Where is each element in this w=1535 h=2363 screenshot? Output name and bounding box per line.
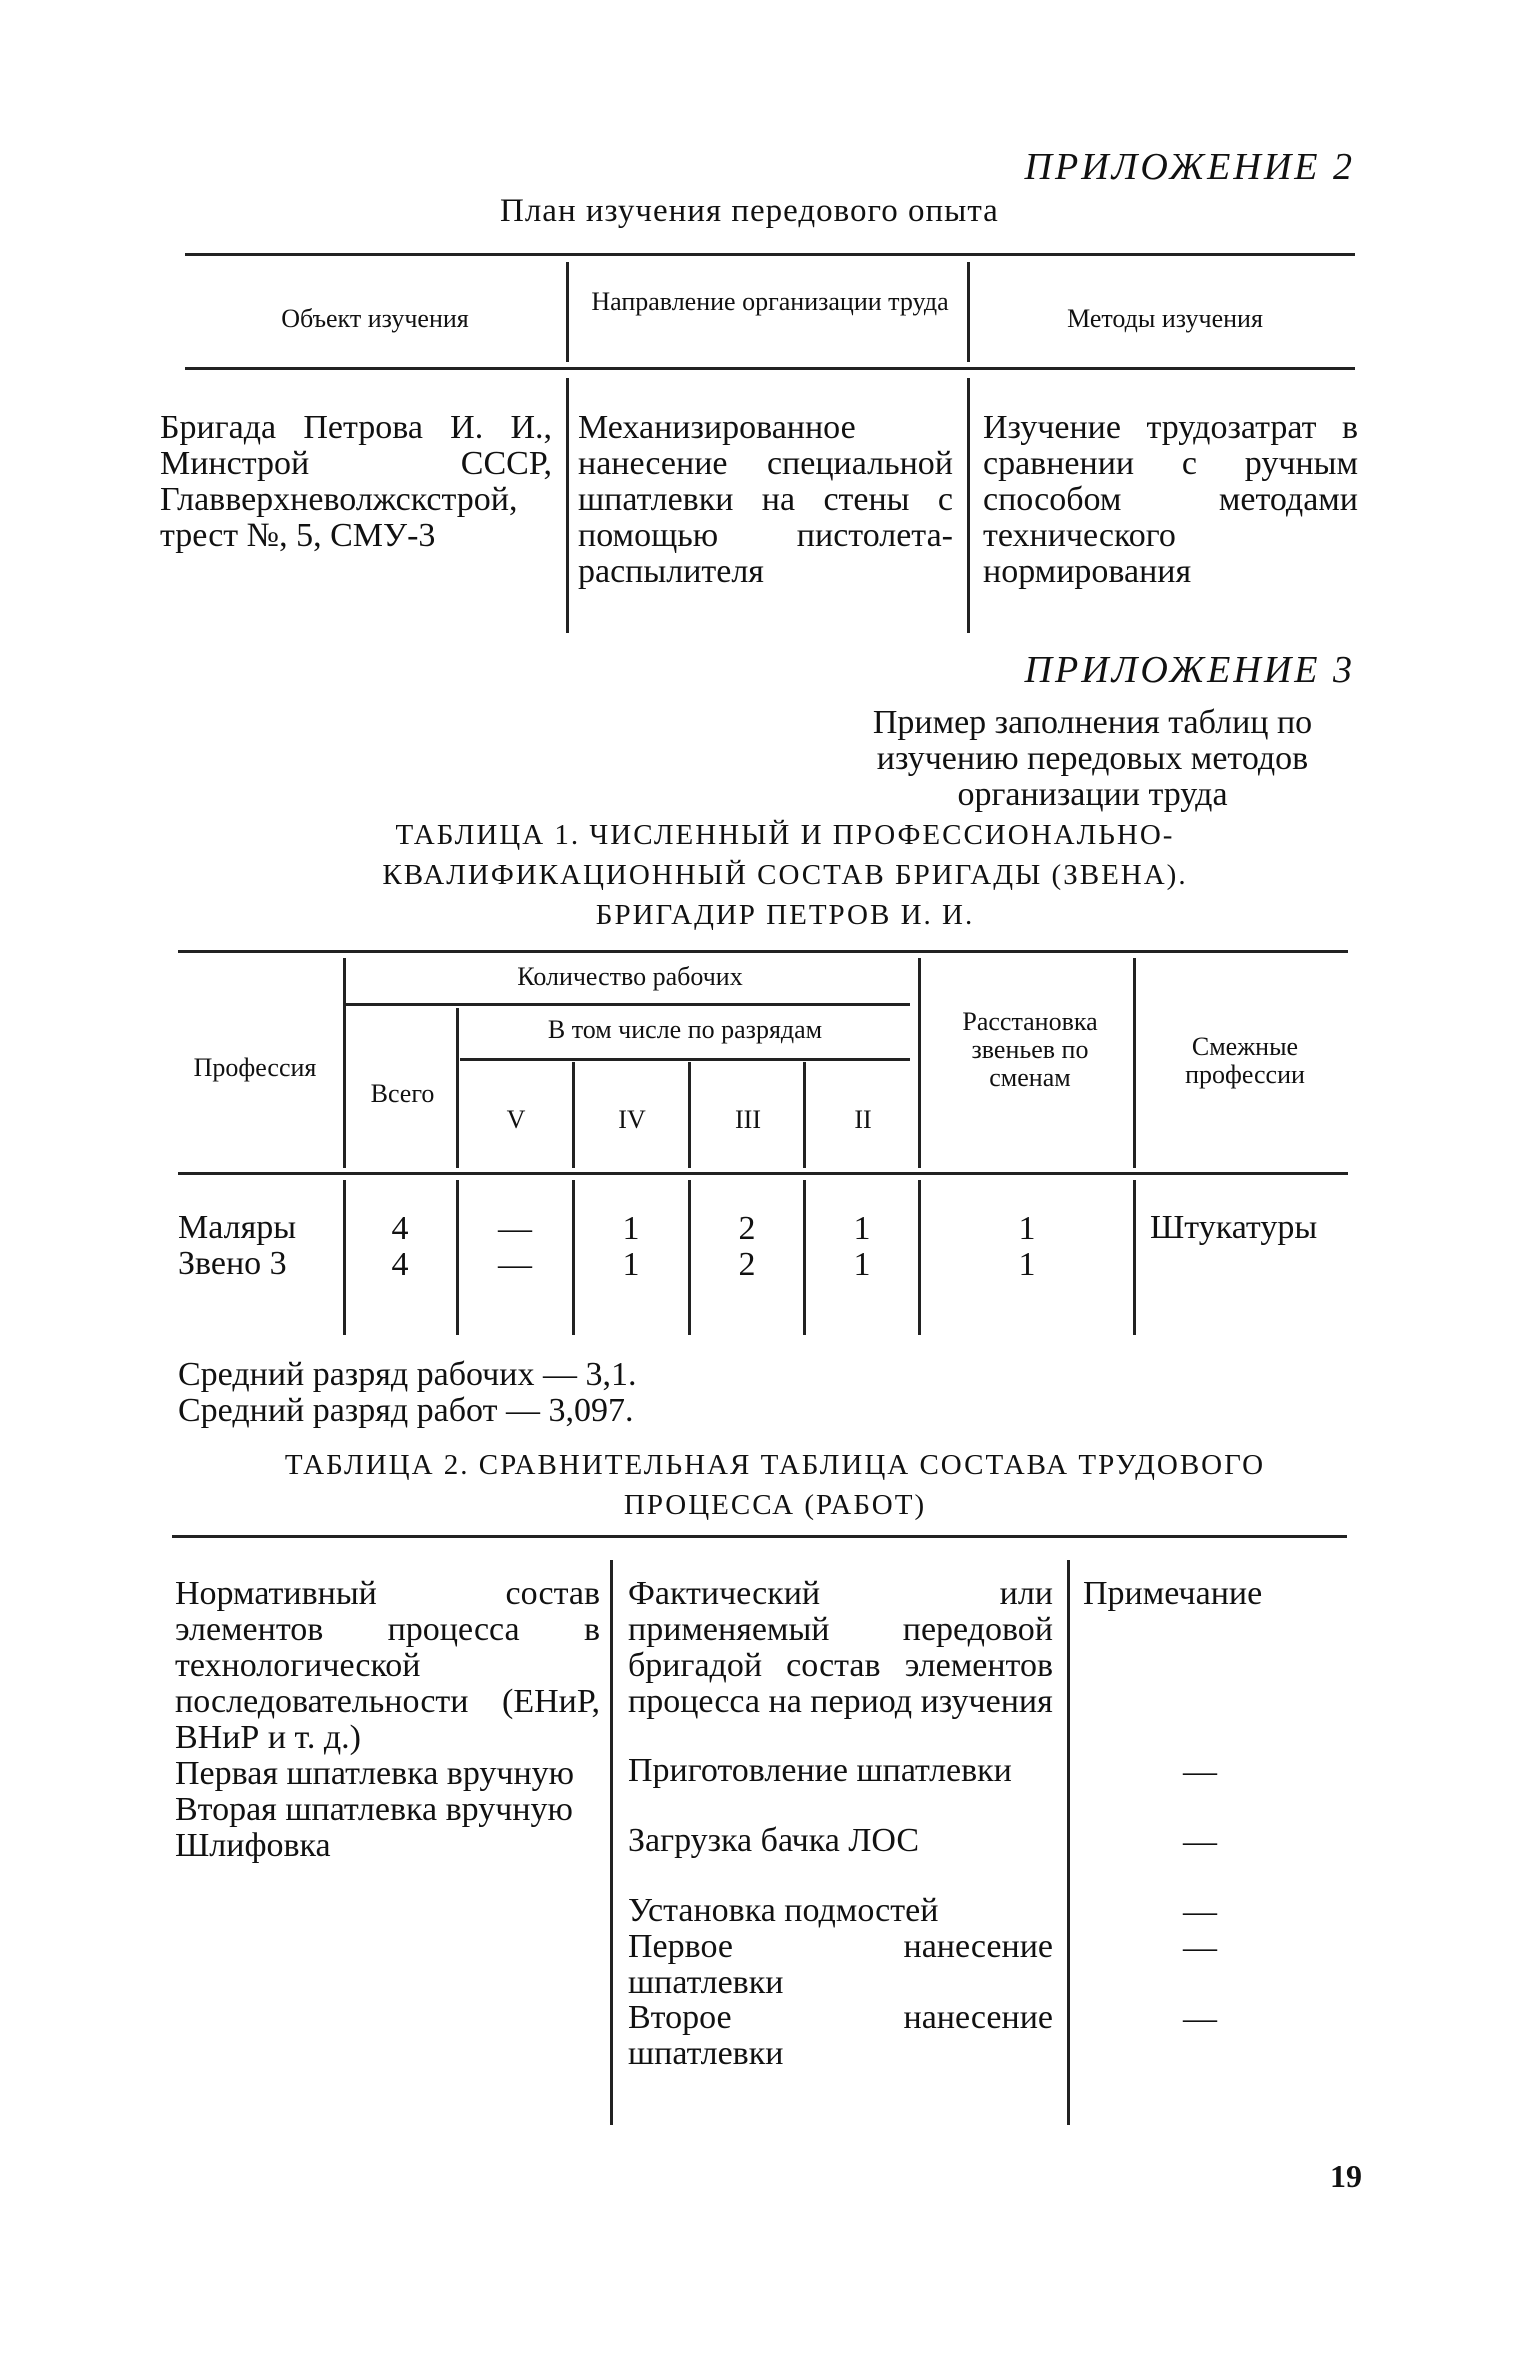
cell-direction: Механизированное нанесение специальной шпатлевки на стены с помощью пистолета-распылителя bbox=[578, 409, 953, 590]
appendix-3-label: ПРИЛОЖЕНИЕ 3 bbox=[1024, 649, 1355, 691]
col-divider bbox=[610, 1560, 613, 2125]
t2-col2-item: Второе нанесение шпатлевки bbox=[628, 1999, 1053, 2072]
table-2-top-rule bbox=[172, 1535, 1347, 1538]
t2-col3-header: Примечание bbox=[1083, 1575, 1263, 1612]
table-1-caption: ТАБЛИЦА 1. ЧИСЛЕННЫЙ И ПРОФЕССИОНАЛЬНО-КВАЛИФИКАЦИОННЫЙ СОСТАВ БРИГАДЫ (ЗВЕНА). БРИГАДИР ПЕТРОВ И. И. bbox=[382, 819, 1188, 931]
t2-col2-item: Установка подмостей bbox=[628, 1892, 939, 1929]
col-divider bbox=[572, 1062, 575, 1168]
t1-row1-profession: Маляры bbox=[178, 1209, 297, 1246]
t1-header-grade-v: V bbox=[506, 1105, 526, 1134]
col-divider bbox=[918, 1180, 921, 1335]
col-divider bbox=[1133, 958, 1136, 1168]
col-divider bbox=[343, 958, 346, 1168]
t1-header-placement: Расстановка звеньев по сменам bbox=[962, 1007, 1098, 1092]
t1-row2-profession: Звено 3 bbox=[178, 1245, 287, 1282]
t2-col3-dash: — bbox=[1183, 2000, 1217, 2037]
t1-row2-iii: 2 bbox=[738, 1246, 756, 1283]
col-divider bbox=[566, 262, 569, 362]
col-divider bbox=[566, 378, 569, 633]
col-divider bbox=[967, 378, 970, 633]
t1-row2-placement: 1 bbox=[1018, 1246, 1036, 1283]
col-divider bbox=[918, 958, 921, 1168]
t1-header-related: Смежные профессии bbox=[1185, 1032, 1305, 1089]
t1-row1-iii: 2 bbox=[738, 1210, 756, 1247]
t2-col2-item: Первое нанесение шпатлевки bbox=[628, 1928, 1053, 2001]
table-2-caption: ТАБЛИЦА 2. СРАВНИТЕЛЬНАЯ ТАБЛИЦА СОСТАВА ТРУДОВОГО ПРОЦЕССА (РАБОТ) bbox=[284, 1449, 1266, 1521]
t2-col3-dash: — bbox=[1183, 1753, 1217, 1790]
t1-row1-related: Штукатуры bbox=[1150, 1209, 1318, 1246]
t1-row1-ii: 1 bbox=[853, 1210, 871, 1247]
cell-methods: Изучение трудозатрат в сравнении с ручным способом методами технического нормирования bbox=[983, 409, 1358, 590]
appendix-3-subtitle: Пример заполнения таблиц по изучению передовых методов организации труда bbox=[872, 704, 1313, 813]
t1-row1-iv: 1 bbox=[622, 1210, 640, 1247]
col-header-object: Объект изучения bbox=[281, 304, 469, 333]
col-divider bbox=[1067, 1560, 1070, 2125]
table-2-col1 bbox=[175, 1576, 600, 1864]
page-number: 19 bbox=[1330, 2158, 1362, 2194]
appendix-2-label: ПРИЛОЖЕНИЕ 2 bbox=[1024, 146, 1355, 188]
t2-col1-header: Нормативный состав элементов процесса в технологической последовательности (ЕНиР, ВНиР и т. д.) bbox=[175, 1575, 600, 1756]
avg-grade-works: Средний разряд работ — 3,097. bbox=[178, 1392, 634, 1429]
t1-row2-v: — bbox=[498, 1246, 532, 1283]
col-divider bbox=[967, 262, 970, 362]
col-divider bbox=[1133, 1180, 1136, 1335]
t2-col1-item: Вторая шпатлевка вручную bbox=[175, 1791, 573, 1828]
t2-col2-item: Загрузка бачка ЛОС bbox=[628, 1822, 920, 1859]
t1-row1-v: — bbox=[498, 1210, 532, 1247]
t1-row2-total: 4 bbox=[391, 1246, 409, 1283]
col-divider bbox=[688, 1062, 691, 1168]
table-header-rule bbox=[185, 367, 1355, 370]
col-header-methods: Методы изучения bbox=[1067, 304, 1263, 333]
t1-header-grade-iii: III bbox=[735, 1105, 761, 1134]
t1-header-by-grade: В том числе по разрядам bbox=[547, 1015, 823, 1044]
avg-grade-workers: Средний разряд рабочих — 3,1. bbox=[178, 1356, 637, 1393]
t1-header-profession: Профессия bbox=[193, 1053, 317, 1082]
table-1-header-rule bbox=[178, 1172, 1348, 1175]
t2-col3-dash: — bbox=[1183, 1823, 1217, 1860]
t1-header-total: Всего bbox=[370, 1079, 435, 1108]
col-divider bbox=[456, 1180, 459, 1335]
t1-row2-iv: 1 bbox=[622, 1246, 640, 1283]
t1-header-grade-iv: IV bbox=[618, 1105, 646, 1134]
table-1-top-rule bbox=[178, 950, 1348, 953]
t1-row2-ii: 1 bbox=[853, 1246, 871, 1283]
col-divider bbox=[343, 1180, 346, 1335]
t1-header-count: Количество рабочих bbox=[517, 962, 743, 991]
col-header-direction: Направление организации труда bbox=[591, 287, 949, 316]
col-divider bbox=[688, 1180, 691, 1335]
t2-col2-item: Приготовление шпатлевки bbox=[628, 1752, 1012, 1789]
col-divider bbox=[456, 1008, 459, 1168]
t1-row1-placement: 1 bbox=[1018, 1210, 1036, 1247]
t2-col1-item: Шлифовка bbox=[175, 1827, 331, 1864]
col-divider bbox=[572, 1180, 575, 1335]
t2-col3-dash: — bbox=[1183, 1893, 1217, 1930]
t2-col2-header: Фактический или применяемый передовой бригадой состав элементов процесса на период изучения bbox=[628, 1575, 1053, 1720]
t2-col3-dash: — bbox=[1183, 1929, 1217, 1966]
t2-col1-item: Первая шпатлевка вручную bbox=[175, 1755, 575, 1792]
t1-row1-total: 4 bbox=[391, 1210, 409, 1247]
cell-object: Бригада Петрова И. И., Минстрой СССР, Главверхневолжскстрой, трест №, 5, СМУ-3 bbox=[160, 409, 552, 554]
t1-header-grade-ii: II bbox=[854, 1105, 872, 1134]
appendix-2-title: План изучения передового опыта bbox=[500, 193, 999, 229]
table-top-rule bbox=[185, 253, 1355, 256]
table-1-subrule bbox=[460, 1058, 910, 1061]
col-divider bbox=[803, 1180, 806, 1335]
table-1-subrule bbox=[345, 1003, 910, 1006]
